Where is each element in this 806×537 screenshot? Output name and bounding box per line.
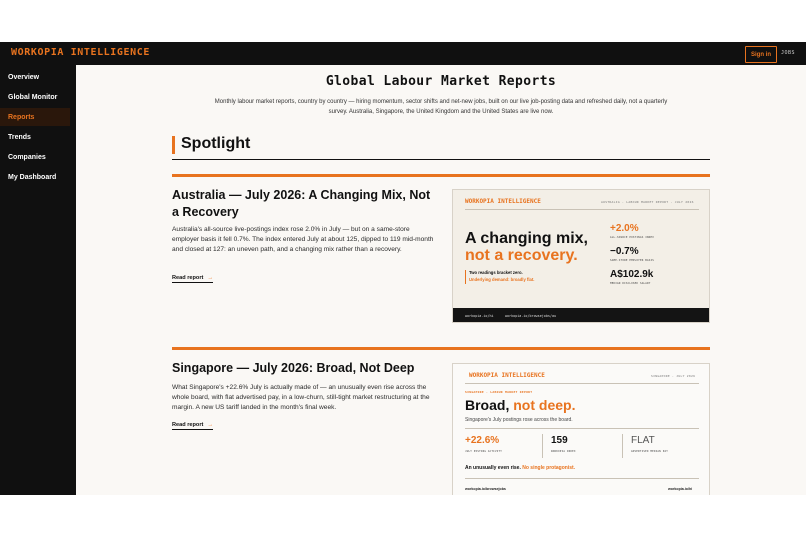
thumb-sub-1: Two readings bracket zero.: [469, 270, 523, 275]
spotlight-heading: Spotlight: [181, 135, 251, 152]
thumb-footer-left: workopia.io/browsejobs: [465, 487, 506, 491]
sidebar-item-trends[interactable]: Trends: [8, 133, 31, 141]
report-title-singapore[interactable]: Singapore — July 2026: Broad, Not Deep: [172, 361, 415, 375]
thumb-brand: WORKOPIA INTELLIGENCE: [465, 198, 541, 205]
jobs-link[interactable]: JOBS: [781, 50, 796, 56]
thumb-headline-2: not a recovery.: [465, 247, 578, 264]
report-thumbnail-australia[interactable]: [452, 189, 710, 323]
page-title: Global Labour Market Reports: [325, 74, 557, 89]
main-content: [76, 65, 806, 495]
report-desc-singapore: What Singapore's +22.6% July is actually made of — an unusually even rise across the whole board, with flat advertised pay, in a low-churn, still-tight market restructuring at the margin. A new US tariff landed in the month's final week.: [172, 384, 430, 412]
thumb-footer: [453, 308, 710, 322]
read-report-link-australia[interactable]: [172, 275, 213, 283]
thumb-divider: [465, 428, 699, 429]
report-desc-australia: Australia's all-source live-postings index rose 2.0% in July — but on a same-store employer basis it fell 0.7%. The index entered July at about 125, dipped to 119 mid-month and closed at 127: an uneven path, and a changing mix rather than a recovery.: [172, 226, 434, 254]
read-report-link-singapore[interactable]: [172, 422, 213, 430]
thumb-stat-3: A$102.9k: [610, 269, 654, 280]
sidebar-item-reports[interactable]: Reports: [0, 108, 70, 126]
top-bar: [0, 42, 806, 65]
thumb-stat-3-label: MEDIAN DISCLOSED SALARY: [610, 282, 651, 285]
thumb-brand: WORKOPIA INTELLIGENCE: [469, 372, 545, 379]
sign-in-button[interactable]: Sign in: [745, 46, 777, 63]
sidebar-item-global-monitor[interactable]: Global Monitor: [8, 93, 58, 101]
thumb-footer-left: workopia.io/hi: [465, 314, 494, 318]
thumb-tagline-2: No single protagonist.: [522, 465, 576, 471]
thumb-sub: Singapore's July postings rose across the board.: [465, 417, 573, 423]
report-thumbnail-singapore[interactable]: [452, 363, 710, 495]
thumb-footer-right: workopia.io/hi: [668, 487, 693, 491]
sidebar-item-companies[interactable]: Companies: [8, 153, 46, 161]
thumb-headline-1: Broad,: [465, 397, 510, 413]
thumb-headline-1: A changing mix,: [465, 230, 588, 247]
thumb-divider: [465, 383, 699, 384]
read-report-label: Read report: [172, 422, 204, 428]
report-divider: [172, 347, 710, 350]
page-intro: Monthly labour market reports, country by country — hiring momentum, sector shifts and net-new jobs, built on our live job-posting data and refreshed daily, not a quarterly survey. Australia, Singapore, the United Kingdom and the United States are live now.: [214, 99, 668, 115]
thumb-meta: AUSTRALIA · LABOUR MARKET REPORT · JULY 2026: [601, 200, 694, 204]
thumb-col-divider: [542, 434, 543, 458]
read-report-label: Read report: [172, 275, 204, 281]
thumb-sub-2: Underlying demand: broadly flat.: [469, 277, 535, 282]
sidebar-item-my-dashboard[interactable]: My Dashboard: [8, 173, 57, 181]
thumb-stat-3: FLAT: [631, 435, 655, 446]
thumb-stat-1-label: ALL-SOURCE POSTINGS INDEX: [610, 236, 655, 239]
sidebar-item-overview[interactable]: Overview: [8, 73, 40, 81]
arrow-right-icon: →: [207, 275, 213, 281]
spotlight-divider: [172, 159, 710, 160]
thumb-meta: SINGAPORE · JULY 2026: [651, 374, 696, 378]
thumb-accent-line: [465, 270, 466, 284]
report-title-australia[interactable]: Australia — July 2026: A Changing Mix, Not a Recovery: [172, 188, 431, 219]
thumb-stat-2-label: WORKOPIA INDEX: [551, 450, 576, 453]
thumb-divider: [465, 209, 699, 210]
spotlight-accent-bar: [172, 136, 175, 154]
thumb-divider: [465, 478, 699, 479]
thumb-stat-2-label: SAME-STORE EMPLOYER BASIS: [610, 259, 655, 262]
arrow-right-icon: →: [207, 422, 213, 428]
thumb-col-divider: [622, 434, 623, 458]
thumb-footer-mid: workopia.io/browsejobs/au: [505, 314, 557, 318]
thumb-stat-1-label: JULY POSTING ACTIVITY: [465, 450, 502, 453]
thumb-stat-1: +22.6%: [465, 435, 500, 446]
sidebar: [0, 65, 76, 495]
thumb-headline: [465, 397, 575, 413]
thumb-tagline-1: An unusually even rise.: [465, 465, 521, 471]
thumb-stat-2: 159: [551, 435, 568, 446]
thumb-headline-2: not deep.: [513, 397, 576, 413]
thumb-kicker: SINGAPORE · LABOUR MARKET REPORT: [465, 390, 533, 394]
thumb-tagline: [465, 465, 575, 471]
thumb-stat-3-label: ADVERTISED MEDIAN PAY: [631, 450, 668, 453]
report-divider: [172, 174, 710, 177]
brand-logo[interactable]: WORKOPIA INTELLIGENCE: [11, 47, 151, 58]
thumb-stat-2: −0.7%: [610, 246, 639, 257]
thumb-stat-1: +2.0%: [610, 223, 639, 234]
